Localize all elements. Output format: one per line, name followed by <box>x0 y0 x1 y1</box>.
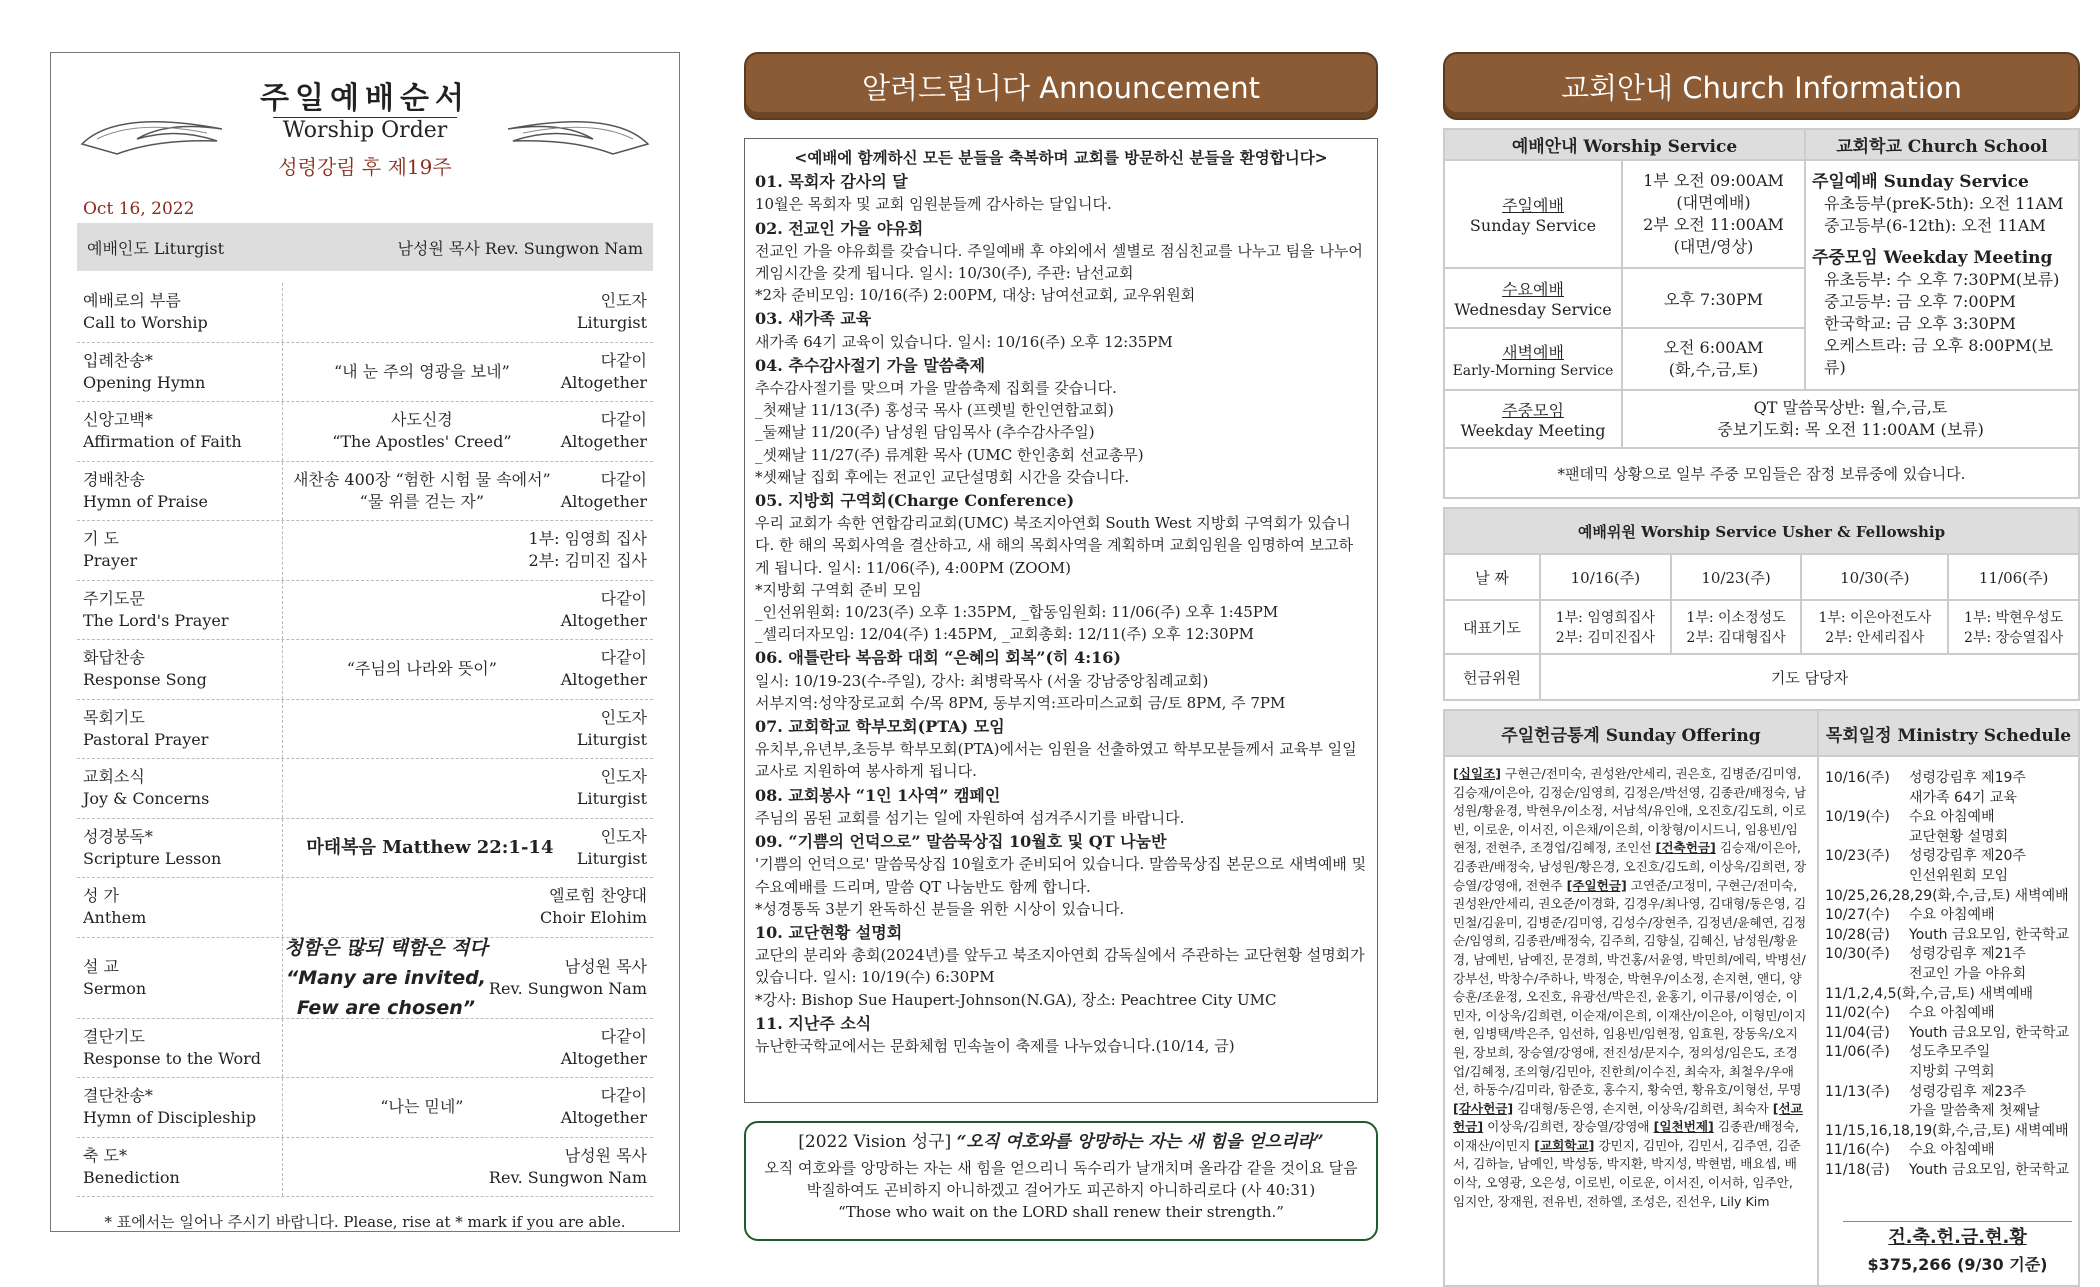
order-item-leader-ko: 인도자 <box>600 767 647 787</box>
offering-group <box>1453 878 1806 1098</box>
order-item-leader <box>577 290 653 334</box>
vision-en: “Those who wait on the LORD shall renew their strength.” <box>838 1203 1284 1221</box>
order-row <box>77 283 653 343</box>
announcement-title: 10. 교단현황 설명회 <box>755 922 903 942</box>
schedule-cell <box>1818 756 2079 1286</box>
building-fund-title: 건.축.헌.금.현.황 <box>1888 1226 2027 1248</box>
order-row <box>77 402 653 462</box>
order-item-leader <box>561 647 653 691</box>
vision-title <box>760 1131 1362 1153</box>
offering-group <box>1453 1101 1773 1116</box>
schedule-text: 성령강림후 제19주 <box>1909 770 2026 786</box>
offering-category: [주일헌금] <box>1566 877 1627 893</box>
order-item-en: Prayer <box>83 551 138 571</box>
schedule-date: 11/16(수) <box>1825 1142 1890 1159</box>
order-item-leader-en: Liturgist <box>576 313 647 333</box>
order-item-en: Benediction <box>83 1167 180 1187</box>
announcement-title: 01. 목회자 감사의 달 <box>755 172 908 192</box>
schedule-text: 수요 아침예배 <box>1909 809 1995 826</box>
order-item-leader <box>561 1026 653 1070</box>
order-item-en: Response to the Word <box>83 1048 261 1068</box>
schedule-text: 전교인 가을 야유회 <box>1909 965 2027 982</box>
vision-verse-box <box>744 1121 1378 1241</box>
church-school-info: 주일예배 Sunday Service 유초등부(preK-5th): 오전 11AM 중고등부(6-12th): 오전 11AM 주중모임 Weekday Meeting 유초등부: 수 오후 7:30PM(보류) 중고등부: 금 오후 7:00PM 한국학교: 금 오후 3:30PM 오케스트라: 금 오후 8:00PM(보류) <box>1805 160 2079 390</box>
order-item-detail-2: “The Apostles' Creed” <box>332 432 512 452</box>
order-item-leader <box>489 956 653 1000</box>
dove-wing-left-icon <box>77 99 227 159</box>
order-item-leader <box>489 1145 653 1189</box>
schedule-text: 성령강림후 제23주 <box>1909 1083 2026 1100</box>
usher-table <box>1443 507 2080 701</box>
order-item-leader-ko: 다같이 <box>600 588 647 608</box>
order-item-detail: 마태복음 Matthew 22:1-14 <box>306 836 554 858</box>
usher-date: 10/23(주) <box>1671 554 1802 600</box>
order-item-leader-ko: 남성원 목사 <box>564 1145 647 1165</box>
order-item-name <box>77 581 283 640</box>
announcement-panel <box>744 52 1378 1232</box>
weekday-meeting: 주중모임 Weekday Meeting <box>1444 390 1622 448</box>
order-item-leader <box>577 826 653 870</box>
offering-category: [건축헌금] <box>1655 840 1716 856</box>
schedule-text: Youth 금요모임, 한국학교 <box>1909 926 2070 943</box>
schedule-head: 목회일정 Ministry Schedule <box>1818 710 2079 756</box>
service-sunday-time: 1부 오전 09:00AM (대면예배) 2부 오전 11:00AM (대면/영상) <box>1622 160 1805 268</box>
usher-rep-1: 1부: 이소정성도 <box>1686 610 1786 626</box>
order-item-name <box>77 878 283 937</box>
order-item-detail-2: “물 위를 걷는 자” <box>359 491 485 511</box>
announcement-body: 10월은 목회자 및 교회 임원분들께 감사하는 달입니다. <box>755 195 1112 214</box>
offering-names: 고연준/고정미, 구현근/전미숙, 권성완/안세리, 권오준/이경화, 김경우/최나영, 김대형/동은영, 김민철/김윤미, 김병준/김미영, 김성수/장현주, 김정년/윤혜연, 김정순/임영희, 김종관/배정숙, 김주희, 김향실, 김혜신, 남성원/황윤경, 남예빈, 남예진, 문경희, 박건홍/서윤영, 박민희/에릭, 박병선/강부선, 박창수/주하나, 박정순, 박현우/이소정, 손지현, 앤디, 양승훈/조윤정, 오진호, 유광선/박은진, 윤홍기, 이규룡/이영순, 이민자, 이상욱/김희련, 이순재/이은희, 이재산/이은아, 이형민/이지현, 임병택/박은주, 임선하, 임용빈/임현정, 임효원, 장동욱/오지원, 장보희, 장승열/강영애, 전진성/문지수, 정의성/임은도, 조경업/김혜정, 조의형/김민아, 진한희/이수진, 최숙자, 최철우/우애선, 하동수/김미라, 함준호, 홍수지, 황숙연, 황유호/이형선, 무명 <box>1453 877 1807 1098</box>
order-item-ko: 경배찬송 <box>83 469 145 489</box>
schedule-date: 10/25,26,28,29(화,수,금,토) <box>1825 887 2011 904</box>
usher-rep <box>1540 600 1671 654</box>
church-info-panel <box>1443 52 2080 1275</box>
usher-rep-1: 1부: 이은아전도사 <box>1818 610 1932 626</box>
announcement-title: 06. 애틀란타 복음화 대회 “은혜의 회복”(히 4:16) <box>755 648 1121 668</box>
order-item-leader <box>561 350 653 394</box>
order-item-ko: 성경봉독* <box>83 826 153 846</box>
order-item-content <box>283 469 561 513</box>
schedule-item <box>1825 1004 2072 1024</box>
weekday-meeting-info: QT 말씀묵상반: 월,수,금,토 중보기도회: 목 오전 11:00AM (보류) <box>1622 390 2079 448</box>
announcement-body: 뉴난한국학교에서는 문화체험 민속놀이 축제를 나누었습니다.(10/14, 금) <box>755 1036 1235 1055</box>
order-item-en: Call to Worship <box>83 313 208 333</box>
order-item-name <box>77 283 283 342</box>
schedule-item <box>1825 808 2072 828</box>
order-item-leader-en: Rev. Sungwon Nam <box>488 978 647 998</box>
schedule-date: 11/18(금) <box>1825 1161 1890 1178</box>
order-item-ko: 예배로의 부름 <box>83 291 181 311</box>
offering-category: [선교헌금] <box>1453 1100 1803 1135</box>
schedule-item <box>1825 965 2072 985</box>
offer-label: 헌금위원 <box>1444 654 1540 700</box>
schedule-text: 새벽예배 <box>1978 985 2033 1002</box>
order-item-leader-en: Liturgist <box>576 789 647 809</box>
schedule-date: 10/16(주) <box>1825 770 1890 786</box>
order-item-leader <box>577 766 653 810</box>
schedule-text: 성령강림후 제20주 <box>1909 848 2026 865</box>
schedule-text: Youth 금요모임, 한국학교 <box>1909 1161 2070 1178</box>
order-item-en: Scripture Lesson <box>83 848 222 868</box>
schedule-date <box>1825 828 1909 848</box>
worship-title-en: Worship Order <box>273 117 458 143</box>
order-item-en: Hymn of Praise <box>83 491 208 511</box>
liturgist-bar <box>77 223 653 271</box>
schedule-date: 11/04(금) <box>1825 1024 1890 1041</box>
schedule-item <box>1825 1024 2072 1044</box>
order-item-ko: 축 도* <box>83 1145 127 1165</box>
vision-handwritten: “오직 여호와를 앙망하는 자는 새 힘을 얻으리라” <box>956 1132 1324 1152</box>
usher-rep-2: 2부: 장승열집사 <box>1964 630 2064 646</box>
order-item-detail: 새찬송 400장 “험한 시험 물 속에서” <box>292 469 551 489</box>
order-item-name <box>77 938 283 1018</box>
order-item-leader-ko: 1부: 임영희 집사 <box>528 529 647 549</box>
order-item-leader-en: Altogether <box>560 670 647 690</box>
order-item-ko: 화답찬송 <box>83 648 145 668</box>
schedule-item <box>1825 867 2072 887</box>
order-item-en: Affirmation of Faith <box>83 432 242 452</box>
announcement-body: 우리 교회가 속한 연합감리교회(UMC) 북조지아연회 South West 지방회 구역회가 있습니다. 한 해의 목회사역을 결산하고, 새 해의 목회사역을 계획하며 교회임원을 임명하여 보고하게 됩니다. 일시: 11/06(주), 4:00PM (ZOOM) *지방회 구역회 준비 모임 _인선위원회: 10/23(주) 오후 1:35PM, _합동임원회: 11/06(주) 오후 1:45PM _셀리더자모임: 12/04(주) 1:45PM, _교회총회: 12/11(주) 오후 12:30PM <box>755 514 1354 644</box>
order-item-leader-en: Altogether <box>560 432 647 452</box>
schedule-text: 지방회 구역회 <box>1909 1063 1995 1080</box>
order-item-content <box>283 933 489 1023</box>
order-item-ko: 주기도문 <box>83 588 145 608</box>
schedule-item <box>1825 926 2072 946</box>
order-item-en: Sermon <box>83 978 147 998</box>
usher-reps-row <box>1444 600 2079 654</box>
schedule-date: 11/15,16,18,19(화,수,금,토) <box>1825 1122 2011 1139</box>
order-item-ko: 결단찬송* <box>83 1086 153 1106</box>
announcement-body: 교단의 분리와 총회(2024년)를 앞두고 북조지아연회 감독실에서 주관하는 교단현황 설명회가 있습니다. 일시: 10/19(수) 6:30PM *강사: Bishop Sue Haupert-Johnson(N.GA), 장소: Peachtree City UMC <box>755 946 1365 1009</box>
offering-category: [일천번제] <box>1653 1119 1714 1135</box>
order-item-leader <box>561 409 653 453</box>
order-item-leader-en: Altogether <box>560 610 647 630</box>
usher-rep-1: 1부: 임영희집사 <box>1555 610 1655 626</box>
order-item-detail: “내 눈 주의 영광을 보네” <box>333 361 510 381</box>
announcement-list <box>755 171 1367 1057</box>
schedule-item <box>1825 769 2072 789</box>
offering-head: 주일헌금통계 Sunday Offering <box>1444 710 1818 756</box>
order-item-leader-en: Liturgist <box>576 729 647 749</box>
offering-names: 김대형/동은영, 손지현, 이상욱/김희련, 최숙자 <box>1517 1100 1769 1116</box>
order-item-leader-ko: 남성원 목사 <box>564 956 647 976</box>
order-item-content <box>283 658 561 680</box>
order-item-leader-ko: 다같이 <box>600 410 647 430</box>
schedule-item <box>1825 1141 2072 1161</box>
schedule-text: 새벽예배 <box>2014 887 2069 904</box>
order-item-ko: 설 교 <box>83 956 119 976</box>
schedule-item <box>1825 1122 2072 1142</box>
order-item-name <box>77 759 283 818</box>
schedule-text: 인선위원회 모임 <box>1909 867 2009 884</box>
usher-rep-2: 2부: 김미진집사 <box>1555 630 1655 646</box>
schedule-item <box>1825 1043 2072 1063</box>
order-row <box>77 581 653 641</box>
order-row <box>77 819 653 879</box>
usher-rep <box>1801 600 1948 654</box>
dove-wing-right-icon <box>503 99 653 159</box>
order-row <box>77 343 653 403</box>
usher-dates-label: 날 짜 <box>1444 554 1540 600</box>
schedule-text: 새가족 64기 교육 <box>1909 789 2017 806</box>
order-item-leader-ko: 인도자 <box>600 291 647 311</box>
offering-category: [십일조] <box>1453 766 1502 781</box>
schedule-date: 11/13(주) <box>1825 1083 1890 1100</box>
order-item-en: Joy & Concerns <box>83 789 210 809</box>
building-fund-value: $375,266 (9/30 기준) <box>1867 1255 2048 1275</box>
order-item-en: Opening Hymn <box>83 372 206 392</box>
order-row <box>77 521 653 581</box>
worship-header <box>77 73 653 223</box>
order-item-ko: 신앙고백* <box>83 410 153 430</box>
schedule-date: 10/27(수) <box>1825 907 1890 924</box>
announcement-title: 09. “기쁨의 언덕으로” 말씀묵상집 10월호 및 QT 나눔반 <box>755 832 1167 852</box>
order-item-ko: 기 도 <box>83 529 119 549</box>
liturgical-sunday: 성령강림 후 제19주 <box>278 155 452 179</box>
schedule-item <box>1825 1083 2072 1103</box>
service-table <box>1443 128 2080 499</box>
service-wednesday: 수요예배 Wednesday Service <box>1444 268 1622 328</box>
order-item-en: The Lord's Prayer <box>83 610 229 630</box>
service-sunday: 주일예배 Sunday Service <box>1444 160 1622 268</box>
announcement-title: 08. 교회봉사 “1인 1사역” 캠페인 <box>755 785 1001 805</box>
order-item-ko: 교회소식 <box>83 767 145 787</box>
announcement-title: 07. 교회학교 학부모회(PTA) 모임 <box>755 717 1005 737</box>
usher-head: 예배위원 Worship Service Usher & Fellowship <box>1444 508 2079 554</box>
schedule-text: 가을 말씀축제 첫째날 <box>1909 1103 2040 1120</box>
schedule-text: 새벽예배 <box>2014 1122 2069 1139</box>
announcement-body: 추수감사절기를 맞으며 가을 말씀축제 집회를 갖습니다. _첫째날 11/13(주) 홍성국 목사 (프렛빌 한인연합교회) _둘째날 11/20(주) 남성원 담임목사 (추수감사주일) _셋째날 11/27(주) 류계환 목사 (UMC 한인총회 선교총무) *셋째날 집회 후에는 전교인 교단설명회 시간을 갖습니다. <box>755 379 1144 486</box>
order-item-detail: 청함은 많되 택함은 적다 <box>284 936 488 959</box>
announcement-body: 유치부,유년부,초등부 학부모회(PTA)에서는 임원을 선출하였고 학부모분들께서 교육부 일일교사로 지원하여 봉사하게 됩니다. <box>755 740 1357 781</box>
schedule-text: 교단현황 설명회 <box>1909 828 2009 845</box>
order-item-content <box>283 837 577 859</box>
order-row <box>77 640 653 700</box>
order-item-ko: 목회기도 <box>83 707 145 727</box>
order-item-leader <box>561 469 653 513</box>
schedule-text: Youth 금요모임, 한국학교 <box>1909 1024 2070 1041</box>
vision-ko: 오직 여호와를 앙망하는 자는 새 힘을 얻으리니 독수리가 날개치며 올라감 같을 것이요 달음박질하여도 곤비하지 아니하겠고 걸어가도 피곤하지 아니하리로다 (사 40:31) <box>764 1159 1358 1199</box>
order-item-leader-en: Altogether <box>560 491 647 511</box>
service-early-morning: 새벽예배 Early-Morning Service <box>1444 328 1622 390</box>
schedule-date <box>1825 1102 1909 1122</box>
announcement-title: 11. 지난주 소식 <box>755 1013 872 1033</box>
order-item-leader <box>540 885 653 929</box>
order-item-leader <box>577 707 653 751</box>
schedule-date: 11/02(수) <box>1825 1005 1890 1022</box>
schedule-item <box>1825 887 2072 907</box>
rise-note: * 표에서는 일어나 주시기 바랍니다. Please, rise at * mark if you are able. <box>104 1213 626 1231</box>
order-item-name <box>77 1019 283 1078</box>
order-item-leader-ko: 다같이 <box>600 1026 647 1046</box>
offering-names: 김종관/배정숙, 이재산/이민지 <box>1453 1119 1800 1153</box>
church-info-banner: 교회안내 Church Information <box>1443 52 2080 120</box>
order-item-leader <box>529 528 653 572</box>
order-item-leader-ko: 인도자 <box>600 826 647 846</box>
schedule-item <box>1825 945 2072 965</box>
schedule-date <box>1825 789 1909 809</box>
order-item-leader-ko: 다같이 <box>600 469 647 489</box>
usher-date: 10/16(주) <box>1540 554 1671 600</box>
pandemic-note: *팬데믹 상황으로 일부 주중 모임들은 잠정 보류중에 있습니다. <box>1444 448 2079 498</box>
offering-names: 강민지, 김민아, 김민서, 김주연, 김준서, 김하늘, 남예인, 박성동, 박지환, 박지성, 박현범, 배요셉, 배이삭, 오영광, 오은성, 이로빈, 이로운, 이서진, 이서하, 임주안, 임지안, 장재원, 전유빈, 전하엘, 조성은, 진선우, Lily Kim <box>1453 1137 1801 1209</box>
liturgist-name: 남성원 목사 Rev. Sungwon Nam <box>397 238 643 258</box>
order-item-leader-ko: 다같이 <box>600 350 647 370</box>
schedule-item <box>1825 985 2072 1005</box>
order-item-leader-ko: 다같이 <box>600 648 647 668</box>
offering-names: 김승재/이은아, 김종관/배정숙, 남성원/황은경, 오진호/김도희, 이상욱/김희련, 장승열/강영애, 전현주 <box>1453 840 1807 893</box>
order-item-name <box>77 343 283 402</box>
order-row <box>77 759 653 819</box>
worship-title-ko: 주일예배순서 <box>260 81 470 116</box>
order-item-leader-ko: 인도자 <box>600 707 647 727</box>
schedule-item <box>1825 1161 2072 1181</box>
order-item-ko: 입례찬송* <box>83 350 153 370</box>
order-item-leader-en: Altogether <box>560 372 647 392</box>
order-item-en: Pastoral Prayer <box>83 729 209 749</box>
usher-dates-row <box>1444 554 2079 600</box>
order-row <box>77 938 653 1019</box>
order-item-name <box>77 640 283 699</box>
order-row <box>77 700 653 760</box>
order-item-leader-en: Altogether <box>560 1048 647 1068</box>
service-wednesday-time: 오후 7:30PM <box>1622 268 1805 328</box>
order-item-leader <box>561 1085 653 1129</box>
announcement-box <box>744 138 1378 1103</box>
usher-date: 10/30(주) <box>1801 554 1948 600</box>
usher-rep <box>1948 600 2079 654</box>
announcement-title: 03. 새가족 교육 <box>755 309 872 329</box>
order-item-ko: 결단기도 <box>83 1026 145 1046</box>
schedule-item <box>1825 847 2072 867</box>
order-item-detail: “주님의 나라와 뜻이” <box>346 659 497 679</box>
order-item-name <box>77 402 283 461</box>
bulletin-date: Oct 16, 2022 <box>83 199 195 219</box>
worship-order-panel <box>50 52 680 1232</box>
order-row <box>77 1138 653 1198</box>
schedule-date: 11/1,2,4,5(화,수,금,토) <box>1825 985 1975 1002</box>
usher-rep <box>1671 600 1802 654</box>
schedule-date <box>1825 965 1909 985</box>
schedule-date: 10/30(주) <box>1825 946 1890 963</box>
order-item-name <box>77 521 283 580</box>
order-item-content <box>283 1096 561 1118</box>
offering-category: [교회학교] <box>1534 1137 1595 1153</box>
order-item-detail: 사도신경 <box>390 410 453 430</box>
offering-names: 구현근/전미숙, 권성완/안세리, 권은호, 김병준/김미영, 김승재/이은아, 김정순/임영희, 김정은/박선영, 김종관/배정숙, 남성원/황윤경, 박현우/이소정, 서남석/유인애, 오진호/김도희, 이로빈, 이로운, 이서진, 이은채/이은희, 이창형/이시드니, 임용빈/임현정, 전현주, 조경업/김혜정, 조인선 <box>1453 766 1807 856</box>
announcement-title: 02. 전교인 가을 야유회 <box>755 218 924 238</box>
building-fund <box>1843 1221 2072 1275</box>
order-item-content <box>283 361 561 383</box>
schedule-text: 수요 아침예배 <box>1909 907 1995 924</box>
order-item-name <box>77 1138 283 1197</box>
announcement-title: 04. 추수감사절기 가을 말씀축제 <box>755 355 986 375</box>
schedule-item <box>1825 906 2072 926</box>
announcement-body: 일시: 10/19-23(수-주일), 강사: 최병락목사 (서울 강남중앙침례교회) 서부지역:성약장로교회 수/목 8PM, 동부지역:프라미스교회 금/토 8PM, 주 7PM <box>755 671 1286 712</box>
schedule-item <box>1825 828 2072 848</box>
announcement-banner: 알려드립니다 Announcement <box>744 52 1378 120</box>
order-item-detail: “나는 믿네” <box>380 1097 464 1117</box>
usher-rep-1: 1부: 박현우성도 <box>1964 610 2064 626</box>
order-list <box>77 283 653 1197</box>
order-item-leader-ko: 다같이 <box>600 1086 647 1106</box>
announcement-body: 전교인 가을 야유회를 갖습니다. 주일예배 후 야외에서 셀별로 점심친교를 나누고 팀을 나누어 게임시간을 갖게 됩니다. 일시: 10/30(주), 주관: 남선교회 *2차 준비모임: 10/16(주) 2:00PM, 대상: 남여선교회, 교우위원회 <box>755 241 1363 305</box>
announcement-title: 05. 지방회 구역회(Charge Conference) <box>755 491 1075 511</box>
schedule-item <box>1825 1063 2072 1083</box>
church-school-head: 교회학교 Church School <box>1805 129 2079 160</box>
service-early-morning-time: 오전 6:00AM (화,수,금,토) <box>1622 328 1805 390</box>
order-row <box>77 878 653 938</box>
order-row <box>77 1019 653 1079</box>
schedule-date: 10/19(수) <box>1825 809 1890 826</box>
order-item-leader-en: 2부: 김미진 집사 <box>528 551 647 571</box>
order-item-leader-en: Altogether <box>560 1108 647 1128</box>
order-item-name <box>77 1078 283 1137</box>
order-row <box>77 1078 653 1138</box>
order-item-leader <box>561 588 653 632</box>
schedule-text: 수요 아침예배 <box>1909 1005 1995 1022</box>
schedule-date: 11/06(주) <box>1825 1044 1890 1061</box>
order-item-en: Response Song <box>83 670 207 690</box>
order-item-en: Anthem <box>83 908 147 928</box>
announcement-body: 주님의 몸된 교회를 섬기는 일에 자원하여 섬겨주시기를 바랍니다. <box>755 808 1185 827</box>
order-item-ko: 성 가 <box>83 886 119 906</box>
liturgist-label: 예배인도 Liturgist <box>87 238 225 258</box>
order-item-name <box>77 462 283 521</box>
offering-names: 이상욱/김희련, 장승열/강영애 <box>1487 1119 1650 1135</box>
offering-schedule-table <box>1443 709 2080 1287</box>
schedule-date <box>1825 1063 1909 1083</box>
worship-service-head: 예배안내 Worship Service <box>1444 129 1805 160</box>
schedule-text: 성령강림후 제21주 <box>1909 946 2026 963</box>
schedule-list <box>1825 769 2072 1180</box>
offering-list <box>1444 756 1818 1286</box>
order-item-detail-2: “Many are invited, Few are chosen” <box>286 966 486 1019</box>
schedule-item <box>1825 1102 2072 1122</box>
schedule-text: 수요 아침예배 <box>1909 1142 1995 1159</box>
offer-value: 기도 담당자 <box>1540 654 2079 700</box>
order-item-leader-en: Rev. Sungwon Nam <box>488 1167 647 1187</box>
order-item-leader-en: Choir Elohim <box>539 908 647 928</box>
rep-label: 대표기도 <box>1444 600 1540 654</box>
order-row <box>77 462 653 522</box>
usher-rep-2: 2부: 김대형집사 <box>1686 630 1786 646</box>
usher-date: 11/06(주) <box>1948 554 2079 600</box>
usher-rep-2: 2부: 안세리집사 <box>1825 630 1925 646</box>
vision-label: [2022 Vision 성구] <box>798 1132 952 1152</box>
schedule-item <box>1825 789 2072 809</box>
announcement-body: '기쁨의 언덕으로' 말씀묵상집 10월호가 준비되어 있습니다. 말씀묵상집 본문으로 새벽예배 및 수요예배를 드리며, 말씀 QT 나눔반도 함께 합니다. *성경통독 3분기 완독하신 분들을 위한 시상이 있습니다. <box>755 855 1367 918</box>
welcome-line: <예배에 함께하신 모든 분들을 축복하며 교회를 방문하신 분들을 환영합니다> <box>794 148 1328 167</box>
order-item-leader-en: Liturgist <box>576 848 647 868</box>
schedule-date: 10/28(금) <box>1825 926 1890 943</box>
schedule-date <box>1825 867 1909 887</box>
order-item-en: Hymn of Discipleship <box>83 1108 257 1128</box>
offering-category: [감사헌금] <box>1453 1100 1514 1116</box>
announcement-body: 새가족 64기 교육이 있습니다. 일시: 10/16(주) 오후 12:35PM <box>755 332 1173 351</box>
schedule-text: 성도추모주일 <box>1909 1044 1991 1061</box>
order-item-content <box>283 409 561 453</box>
schedule-date: 10/23(주) <box>1825 848 1890 865</box>
order-item-leader-ko: 엘로힘 찬양대 <box>549 886 647 906</box>
order-item-name <box>77 819 283 878</box>
order-item-name <box>77 700 283 759</box>
